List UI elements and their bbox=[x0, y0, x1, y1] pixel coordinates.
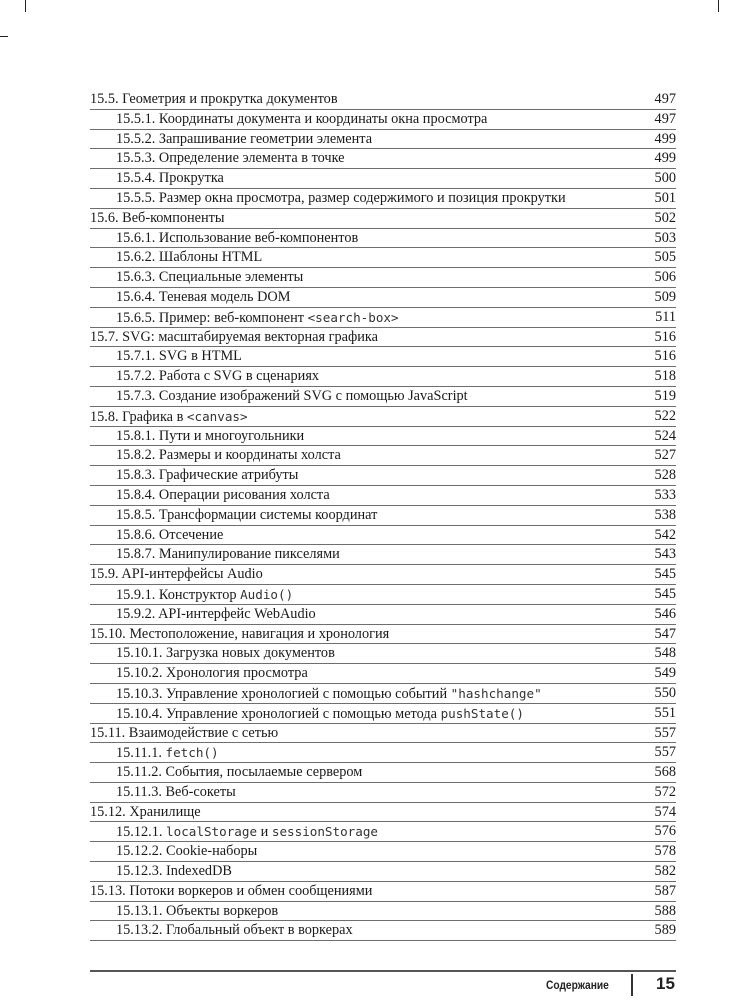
toc-entry-page: 546 bbox=[654, 605, 676, 622]
toc-subsection-entry bbox=[90, 427, 676, 447]
toc-title-text: 15.6.5. Пример: веб-компонент bbox=[116, 309, 308, 326]
toc-entry-page: 524 bbox=[654, 427, 676, 444]
toc-subsection-entry bbox=[90, 229, 676, 249]
toc-entry-page: 572 bbox=[654, 783, 676, 800]
toc-subsection-entry bbox=[90, 644, 676, 664]
toc-entry-title bbox=[116, 189, 566, 209]
toc-title-text: 15.11.2. События, посылаемые сервером bbox=[116, 764, 363, 781]
footer-page-number: 15 bbox=[656, 974, 675, 993]
toc-entry-title bbox=[90, 209, 225, 229]
toc-entry-title bbox=[116, 446, 341, 466]
crop-mark-top-left bbox=[25, 0, 26, 12]
toc-entry-title bbox=[116, 367, 319, 387]
toc-title-text: 15.10.1. Загрузка новых документов bbox=[116, 645, 335, 662]
toc-entry-title bbox=[116, 743, 219, 764]
toc-entry-title bbox=[116, 427, 304, 447]
toc-subsection-entry bbox=[90, 130, 676, 150]
toc-entry-page: 545 bbox=[654, 585, 676, 602]
toc-entry-page: 503 bbox=[654, 229, 676, 246]
toc-title-code: <search-box> bbox=[307, 309, 399, 325]
toc-title-text: 15.7.2. Работа с SVG в сценариях bbox=[116, 368, 320, 385]
toc-title-text: 15.8.5. Трансформации системы координат bbox=[116, 506, 378, 523]
toc-entry-page: 516 bbox=[654, 328, 676, 345]
toc-entry-page: 576 bbox=[654, 823, 676, 840]
toc-title-code: sessionStorage bbox=[271, 824, 379, 840]
toc-entry-title bbox=[90, 882, 372, 902]
toc-entry-title bbox=[116, 783, 236, 803]
toc-entry-title bbox=[90, 328, 378, 348]
toc-title-text: 15.12.3. IndexedDB bbox=[116, 863, 232, 880]
toc-subsection-entry bbox=[90, 268, 676, 288]
toc-entry-title bbox=[116, 526, 223, 546]
toc-entry-title bbox=[116, 486, 330, 506]
toc-title-text: 15.12.2. Cookie-наборы bbox=[116, 843, 258, 860]
toc-entry-page: 574 bbox=[654, 803, 676, 820]
toc-entry-title bbox=[116, 248, 262, 268]
toc-entry-title bbox=[116, 664, 308, 684]
toc-subsection-entry bbox=[90, 704, 676, 724]
toc-subsection-entry bbox=[90, 308, 676, 328]
toc-title-text: 15.8. Графика в bbox=[90, 408, 187, 425]
toc-title-text: 15.8.1. Пути и многоугольники bbox=[116, 427, 305, 444]
toc-subsection-entry bbox=[90, 506, 676, 526]
toc-title-text: 15.5. Геометрия и прокрутка документов bbox=[90, 91, 338, 107]
toc-entry-page: 500 bbox=[654, 170, 676, 187]
toc-entry-title bbox=[116, 169, 224, 189]
toc-section-entry bbox=[90, 209, 676, 229]
toc-title-text: 15.11.3. Веб-сокеты bbox=[116, 783, 236, 800]
toc-entry-title bbox=[116, 842, 257, 862]
toc-entry-title bbox=[116, 229, 358, 249]
toc-subsection-entry bbox=[90, 367, 676, 387]
toc-subsection-entry bbox=[90, 149, 676, 169]
toc-entry-page: 502 bbox=[654, 209, 676, 226]
toc-title-text: 15.13. Потоки воркеров и обмен сообщениями bbox=[90, 882, 373, 899]
toc-section-entry bbox=[90, 407, 676, 427]
toc-entry-page: 589 bbox=[654, 922, 676, 939]
toc-entry-page: 543 bbox=[654, 546, 676, 563]
toc-subsection-entry bbox=[90, 921, 676, 941]
toc-entry-title bbox=[116, 149, 345, 169]
toc-title-text: 15.10.2. Хронология просмотра bbox=[116, 665, 308, 682]
toc-entry-title bbox=[116, 704, 524, 725]
toc-entry-page: 587 bbox=[654, 882, 676, 899]
toc-subsection-entry bbox=[90, 763, 676, 783]
toc-subsection-entry bbox=[90, 842, 676, 862]
toc-title-text: 15.6. Веб-компоненты bbox=[90, 209, 225, 226]
toc-title-code: localStorage bbox=[166, 824, 258, 840]
toc-entry-page: 547 bbox=[654, 625, 676, 642]
toc-entry-page: 548 bbox=[654, 645, 676, 662]
toc-entry-title bbox=[116, 763, 362, 783]
toc-title-text: 15.13.2. Глобальный объект в воркерах bbox=[116, 922, 353, 939]
toc-title-text: 15.10. Местоположение, навигация и хронология bbox=[90, 625, 390, 642]
toc-subsection-entry bbox=[90, 347, 676, 367]
toc-title-text: 15.8.6. Отсечение bbox=[116, 526, 224, 543]
toc-entry-title bbox=[116, 545, 340, 565]
toc-entry-page: 549 bbox=[654, 665, 676, 682]
crop-mark-left bbox=[0, 36, 8, 37]
toc-subsection-entry bbox=[90, 585, 676, 605]
toc-subsection-entry bbox=[90, 446, 676, 466]
toc-entry-page: 505 bbox=[654, 249, 676, 266]
toc-entry-title bbox=[116, 822, 378, 843]
toc-entry-title bbox=[116, 466, 298, 486]
table-of-contents bbox=[90, 90, 676, 941]
toc-title-text: 15.7.3. Создание изображений SVG с помощью JavaScript bbox=[116, 387, 468, 404]
toc-entry-title bbox=[116, 268, 303, 288]
toc-section-entry bbox=[90, 565, 676, 585]
footer-separator bbox=[631, 974, 633, 996]
crop-mark-top-right bbox=[718, 0, 719, 12]
toc-title-text: 15.9.2. API-интерфейс WebAudio bbox=[116, 605, 316, 622]
toc-entry-page: 550 bbox=[654, 684, 676, 701]
footer-section-label: Содержание bbox=[546, 978, 609, 992]
toc-subsection-entry bbox=[90, 822, 676, 842]
toc-subsection-entry bbox=[90, 862, 676, 882]
toc-section-entry bbox=[90, 90, 676, 110]
toc-section-entry bbox=[90, 328, 676, 348]
toc-title-text: 15.6.4. Теневая модель DOM bbox=[116, 288, 291, 305]
toc-entry-page: 582 bbox=[654, 863, 676, 880]
toc-title-text: 15.12.1. bbox=[116, 824, 167, 841]
toc-subsection-entry bbox=[90, 248, 676, 268]
toc-entry-page: 533 bbox=[654, 486, 676, 503]
toc-entry-page: 557 bbox=[654, 724, 676, 741]
toc-entry-title bbox=[116, 902, 278, 922]
toc-entry-title bbox=[116, 308, 399, 329]
toc-section-entry bbox=[90, 625, 676, 645]
toc-title-code: pushState() bbox=[440, 705, 524, 721]
toc-entry-page: 578 bbox=[654, 843, 676, 860]
toc-entry-page: 568 bbox=[654, 764, 676, 781]
toc-entry-title bbox=[116, 605, 316, 625]
toc-subsection-entry bbox=[90, 783, 676, 803]
toc-entry-page: 518 bbox=[654, 368, 676, 385]
toc-title-text: 15.5.5. Размер окна просмотра, размер содержимого и позиция прокрутки bbox=[116, 189, 566, 206]
toc-subsection-entry bbox=[90, 110, 676, 130]
toc-title-text: 15.13.1. Объекты воркеров bbox=[116, 902, 279, 919]
toc-entry-title bbox=[116, 130, 372, 150]
toc-entry-page: 499 bbox=[654, 150, 676, 167]
toc-title-code: "hashchange" bbox=[450, 685, 542, 701]
toc-title-text: 15.8.4. Операции рисования холста bbox=[116, 486, 330, 503]
toc-subsection-entry bbox=[90, 387, 676, 407]
toc-entry-title bbox=[116, 506, 377, 526]
toc-title-text: 15.10.3. Управление хронологией с помощью событий bbox=[116, 685, 451, 702]
toc-entry-page: 545 bbox=[654, 566, 676, 583]
toc-subsection-entry bbox=[90, 684, 676, 704]
toc-entry-title bbox=[116, 684, 542, 705]
toc-entry-title bbox=[116, 644, 335, 664]
toc-entry-title bbox=[116, 387, 468, 407]
toc-title-text: 15.8.3. Графические атрибуты bbox=[116, 467, 299, 484]
toc-entry-page: 497 bbox=[654, 110, 676, 127]
toc-subsection-entry bbox=[90, 605, 676, 625]
toc-entry-page: 538 bbox=[654, 506, 676, 523]
toc-section-entry bbox=[90, 803, 676, 823]
toc-title-text: 15.6.1. Использование веб-компонентов bbox=[116, 229, 359, 246]
toc-title-code: fetch() bbox=[165, 745, 219, 761]
toc-title-code: <canvas> bbox=[186, 408, 248, 424]
toc-title-text: 15.6.2. Шаблоны HTML bbox=[116, 249, 263, 266]
toc-title-text: 15.10.4. Управление хронологией с помощью метода bbox=[116, 705, 441, 722]
toc-entry-title bbox=[116, 288, 290, 308]
toc-entry-title bbox=[116, 110, 487, 130]
toc-entry-page: 499 bbox=[654, 130, 676, 147]
toc-entry-title bbox=[90, 803, 201, 823]
toc-entry-title bbox=[90, 724, 278, 744]
toc-entry-title bbox=[116, 585, 293, 606]
toc-entry-title bbox=[116, 862, 232, 882]
toc-entry-page: 519 bbox=[654, 387, 676, 404]
toc-title-text: 15.9. API-интерфейсы Audio bbox=[90, 566, 263, 583]
toc-entry-page: 511 bbox=[655, 308, 676, 325]
toc-title-text: 15.5.3. Определение элемента в точке bbox=[116, 150, 345, 167]
toc-entry-page: 557 bbox=[654, 744, 676, 761]
toc-subsection-entry bbox=[90, 545, 676, 565]
toc-entry-page: 516 bbox=[654, 348, 676, 365]
toc-subsection-entry bbox=[90, 169, 676, 189]
toc-subsection-entry bbox=[90, 486, 676, 506]
toc-title-text: 15.5.2. Запрашивание геометрии элемента bbox=[116, 130, 373, 147]
toc-entry-title bbox=[90, 407, 248, 428]
footer-rule bbox=[90, 970, 676, 972]
toc-title-text: 15.11.1. bbox=[116, 745, 166, 762]
toc-title-text: и bbox=[257, 824, 272, 841]
toc-entry-title bbox=[116, 921, 353, 941]
toc-entry-page: 506 bbox=[654, 269, 676, 286]
toc-entry-title bbox=[90, 90, 338, 110]
toc-entry-page: 588 bbox=[654, 902, 676, 919]
toc-subsection-entry bbox=[90, 466, 676, 486]
toc-subsection-entry bbox=[90, 189, 676, 209]
toc-subsection-entry bbox=[90, 664, 676, 684]
toc-entry-page: 542 bbox=[654, 526, 676, 543]
toc-title-text: 15.8.7. Манипулирование пикселями bbox=[116, 546, 340, 563]
toc-section-entry bbox=[90, 882, 676, 902]
toc-subsection-entry bbox=[90, 902, 676, 922]
toc-section-entry bbox=[90, 724, 676, 744]
toc-title-text: 15.8.2. Размеры и координаты холста bbox=[116, 447, 341, 464]
toc-title-text: 15.7.1. SVG в HTML bbox=[116, 348, 242, 365]
toc-entry-title bbox=[90, 625, 389, 645]
toc-entry-title bbox=[116, 347, 242, 367]
toc-entry-page: 522 bbox=[654, 407, 676, 424]
toc-entry-title bbox=[90, 565, 263, 585]
toc-subsection-entry bbox=[90, 743, 676, 763]
toc-title-text: 15.6.3. Специальные элементы bbox=[116, 269, 304, 286]
toc-entry-page: 497 bbox=[654, 91, 676, 107]
toc-entry-page: 501 bbox=[654, 189, 676, 206]
toc-subsection-entry bbox=[90, 288, 676, 308]
toc-subsection-entry bbox=[90, 526, 676, 546]
toc-entry-page: 528 bbox=[654, 467, 676, 484]
toc-entry-page: 509 bbox=[654, 288, 676, 305]
toc-entry-page: 551 bbox=[654, 704, 676, 721]
toc-title-text: 15.9.1. Конструктор bbox=[116, 586, 241, 603]
toc-title-text: 15.5.4. Прокрутка bbox=[116, 170, 224, 187]
toc-entry-page: 527 bbox=[654, 447, 676, 464]
toc-title-text: 15.7. SVG: масштабируемая векторная графика bbox=[90, 328, 378, 345]
toc-title-text: 15.11. Взаимодействие с сетью bbox=[90, 724, 279, 741]
toc-title-text: 15.12. Хранилище bbox=[90, 803, 201, 820]
toc-title-code: Audio() bbox=[240, 586, 294, 602]
toc-title-text: 15.5.1. Координаты документа и координаты окна просмотра bbox=[116, 110, 488, 127]
